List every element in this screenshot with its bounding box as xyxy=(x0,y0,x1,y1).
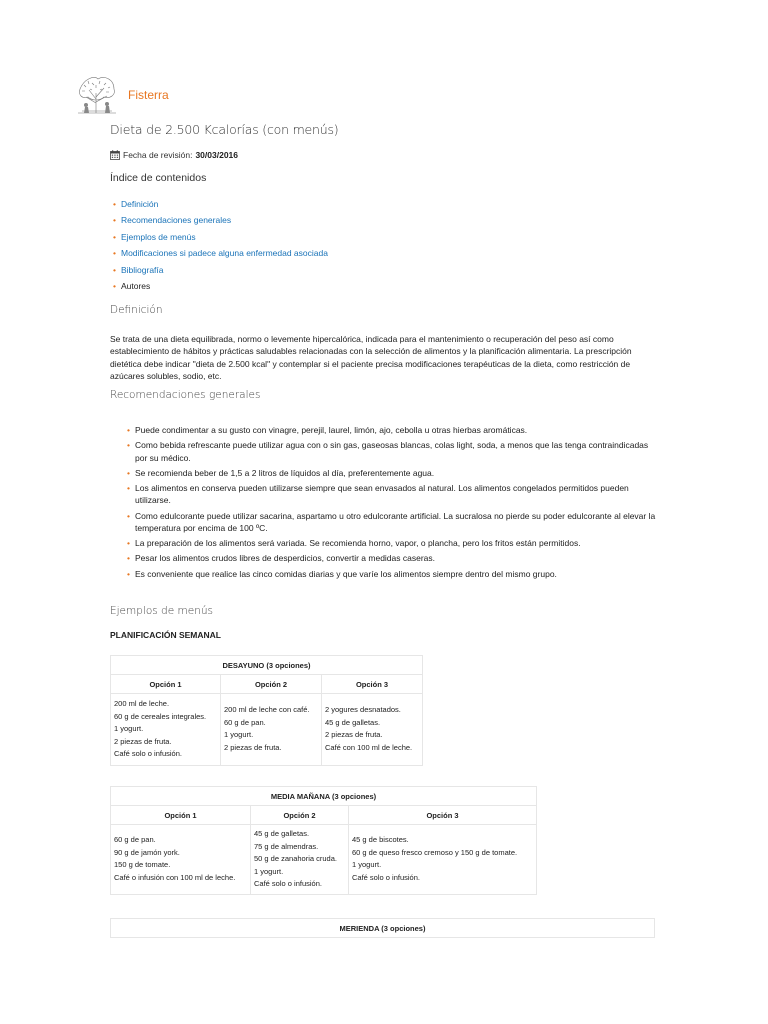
table-row xyxy=(111,694,423,766)
toc-item-autores: • Autores xyxy=(113,278,328,294)
toc-link-modificaciones[interactable]: • Modificaciones si padece alguna enfermedad asociada xyxy=(113,245,328,261)
section-heading-definicion: Definición xyxy=(110,304,163,316)
column-header: Opción 2 xyxy=(221,675,322,694)
calendar-icon xyxy=(110,150,120,160)
brand-name[interactable]: Fisterra xyxy=(128,88,169,102)
table-title: MERIENDA (3 opciones) xyxy=(111,919,655,938)
column-header: Opción 1 xyxy=(111,675,221,694)
table-of-contents xyxy=(113,196,328,294)
table-cell: 200 ml de leche con café. 60 g de pan. 1 yogurt. 2 piezas de fruta. xyxy=(221,694,322,766)
list-item: • La preparación de los alimentos será variada. Se recomienda horno, vapor, o plancha, pero los fritos están permitidos. xyxy=(127,537,662,549)
column-header: Opción 3 xyxy=(322,675,423,694)
column-header: Opción 2 xyxy=(251,806,349,825)
table-cell: 45 g de galletas. 75 g de almendras. 50 g de zanahoria cruda. 1 yogurt. Café solo o infusión. xyxy=(251,825,349,895)
toc-link-recomendaciones[interactable]: • Recomendaciones generales xyxy=(113,212,328,228)
section-heading-ejemplos: Ejemplos de menús xyxy=(110,605,213,617)
column-header: Opción 1 xyxy=(111,806,251,825)
revision-date-row xyxy=(110,150,238,160)
definicion-paragraph: Se trata de una dieta equilibrada, normo o levemente hipercalórica, indicada para el mantenimiento o recuperación del peso así como establecimiento de hábitos y prácticas saludables relacionadas con la selección de alimentos y la planificación alimentaria. La prescripción dietética debe indicar "dieta de 2.500 kcal" y contemplar si el paciente precisa modificaciones terapéuticas de la dieta, como restricción de azúcares solubles, sodio, etc. xyxy=(110,334,632,382)
list-item: • Es conveniente que realice las cinco comidas diarias y que varíe los alimentos siempre dentro del mismo grupo. xyxy=(127,568,662,580)
toc-link-definicion[interactable]: • Definición xyxy=(113,196,328,212)
desayuno-table xyxy=(110,655,423,766)
index-heading: Índice de contenidos xyxy=(110,172,207,184)
list-item: • Puede condimentar a su gusto con vinagre, perejil, laurel, limón, ajo, cebolla u otras hierbas aromáticas. xyxy=(127,424,662,436)
list-item: • Como bebida refrescante puede utilizar agua con o sin gas, gaseosas blancas, colas light, soda, a menos que las tenga contraindicadas por su médico. xyxy=(127,439,662,463)
recommendations-list xyxy=(127,424,662,583)
revision-label: Fecha de revisión: xyxy=(123,150,193,160)
table-row xyxy=(111,825,537,895)
revision-date: 30/03/2016 xyxy=(195,150,238,160)
page-title: Dieta de 2.500 Kcalorías (con menús) xyxy=(110,122,339,137)
toc-link-ejemplos-menus[interactable]: • Ejemplos de menús xyxy=(113,229,328,245)
section-heading-recomendaciones: Recomendaciones generales xyxy=(110,389,261,401)
list-item: • Como edulcorante puede utilizar sacarina, aspartamo u otro edulcorante artificial. La sucralosa no pierde su poder edulcorante al elevar la temperatura por encima de 100 ºC. xyxy=(127,510,662,534)
media-manana-table xyxy=(110,786,537,895)
list-item: • Los alimentos en conserva pueden utilizarse siempre que sean envasados al natural. Los alimentos congelados permitidos pueden utilizarse. xyxy=(127,482,662,506)
merienda-table xyxy=(110,918,655,938)
table-title: DESAYUNO (3 opciones) xyxy=(111,656,423,675)
table-title: MEDIA MAÑANA (3 opciones) xyxy=(111,787,537,806)
tree-figure-logo xyxy=(76,75,118,115)
plan-title: PLANIFICACIÓN SEMANAL xyxy=(110,630,221,640)
table-cell: 200 ml de leche. 60 g de cereales integrales. 1 yogurt. 2 piezas de fruta. Café solo o infusión. xyxy=(111,694,221,766)
list-item: • Se recomienda beber de 1,5 a 2 litros de líquidos al día, preferentemente agua. xyxy=(127,467,662,479)
table-cell: 2 yogures desnatados. 45 g de galletas. 2 piezas de fruta. Café con 100 ml de leche. xyxy=(322,694,423,766)
table-cell: 45 g de biscotes. 60 g de queso fresco cremoso y 150 g de tomate. 1 yogurt. Café solo o infusión. xyxy=(349,825,537,895)
column-header: Opción 3 xyxy=(349,806,537,825)
toc-link-bibliografia[interactable]: • Bibliografía xyxy=(113,262,328,278)
list-item: • Pesar los alimentos crudos libres de desperdicios, convertir a medidas caseras. xyxy=(127,552,662,564)
table-cell: 60 g de pan. 90 g de jamón york. 150 g de tomate. Café o infusión con 100 ml de leche. xyxy=(111,825,251,895)
